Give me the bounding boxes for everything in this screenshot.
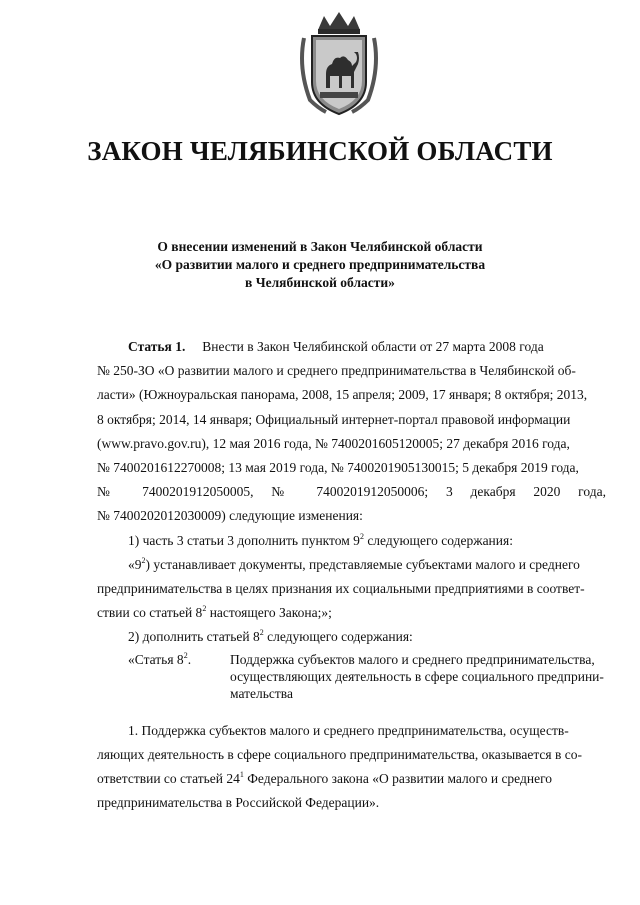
quote-1-text: ) устанавливает документы, представляемые субъектами малого и среднего <box>145 556 580 572</box>
paragraph-1-line: ляющих деятельность в сфере социального предпринимательства, оказывается в со- <box>97 746 582 762</box>
article-1-text: Внести в Закон Челябинской области от 27 марта 2008 года <box>202 339 544 354</box>
article-1-line: 8 октября; 2014, 14 января; Официальный интернет-портал правовой информации <box>97 411 571 427</box>
article-1-line: № 7400202012030009) следующие изменения: <box>97 508 363 524</box>
quote-1-sup: 2 <box>202 604 207 614</box>
law-title: ЗАКОН ЧЕЛЯБИНСКОЙ ОБЛАСТИ <box>87 136 553 166</box>
item-2-text-end: следующего содержания: <box>263 629 413 645</box>
article-1-line: ласти» (Южноуральская панорама, 2008, 15 апреля; 2009, 17 января; 8 октября; 2013, <box>97 387 588 403</box>
quote-1-text-end: настоящего Закона;»; <box>206 605 332 621</box>
paragraph-1-line: 1. Поддержка субъектов малого и среднего предпринимательства, осуществ- <box>128 722 569 738</box>
article-8-2-label-text: «Статья 8 <box>128 651 184 667</box>
article-8-2-title <box>230 651 606 702</box>
quote-1-open: «9 <box>128 556 142 572</box>
quote-1-line <box>97 601 606 625</box>
article-8-2-title-line: Поддержка субъектов малого и среднего предпринимательства, <box>230 651 595 667</box>
paragraph-1-line: предпринимательства в Российской Федерации». <box>97 795 380 811</box>
quote-1-sup: 2 <box>141 555 146 565</box>
article-8-2-title-line: осуществляющих деятельность в сфере социального предприни- <box>230 668 604 684</box>
paragraph-1-sup: 1 <box>239 770 244 780</box>
spacer <box>97 702 606 719</box>
law-body <box>97 335 606 815</box>
quote-1-line: предпринимательства в целях признания их социальными предприятиями в соответ- <box>97 581 585 597</box>
article-8-2-label-sup: 2 <box>183 650 188 660</box>
article-1-line: (www.pravo.gov.ru), 12 мая 2016 года, № 7400201605120005; 27 декабря 2016 года, <box>97 435 570 451</box>
paragraph-1-text: ответствии со статьей 24 <box>97 771 240 787</box>
paragraph-1-text-end: Федерального закона «О развитии малого и среднего <box>243 771 553 787</box>
article-1-line: № 7400201912050005, № 7400201912050006; 3 декабря 2020 года, <box>97 484 606 500</box>
article-1-label: Статья 1. <box>128 339 186 354</box>
article-1-line: № 250-ЗО «О развитии малого и среднего предпринимательства в Челябинской об- <box>97 363 576 379</box>
item-1-text-end: следующего содержания: <box>363 532 513 548</box>
item-1-text: 1) часть 3 статьи 3 дополнить пунктом 9 <box>128 532 360 548</box>
article-1-line: № 7400201612270008; 13 мая 2019 года, № 7400201905130015; 5 декабря 2019 года, <box>97 460 579 476</box>
article-1-first-line <box>97 335 606 359</box>
subtitle-line: О внесении изменений в Закон Челябинской области <box>157 239 483 254</box>
quote-1-line <box>97 553 606 577</box>
item-1 <box>97 529 606 553</box>
law-subtitle <box>100 238 540 292</box>
article-8-2-label <box>97 651 230 702</box>
article-8-2-label-dot: . <box>187 651 192 667</box>
article-8-2-title-line: мательства <box>230 685 293 701</box>
paragraph-1-line <box>97 767 606 791</box>
item-1-sup: 2 <box>359 531 364 541</box>
item-2-sup: 2 <box>259 628 264 638</box>
coat-of-arms-icon <box>296 8 382 118</box>
article-8-2-heading <box>97 651 606 702</box>
item-2 <box>97 625 606 649</box>
quote-1-text: ствии со статьей 8 <box>97 605 203 621</box>
item-2-text: 2) дополнить статьей 8 <box>128 629 260 645</box>
subtitle-line: в Челябинской области» <box>245 275 395 290</box>
subtitle-line: «О развитии малого и среднего предпринимательства <box>154 257 486 272</box>
